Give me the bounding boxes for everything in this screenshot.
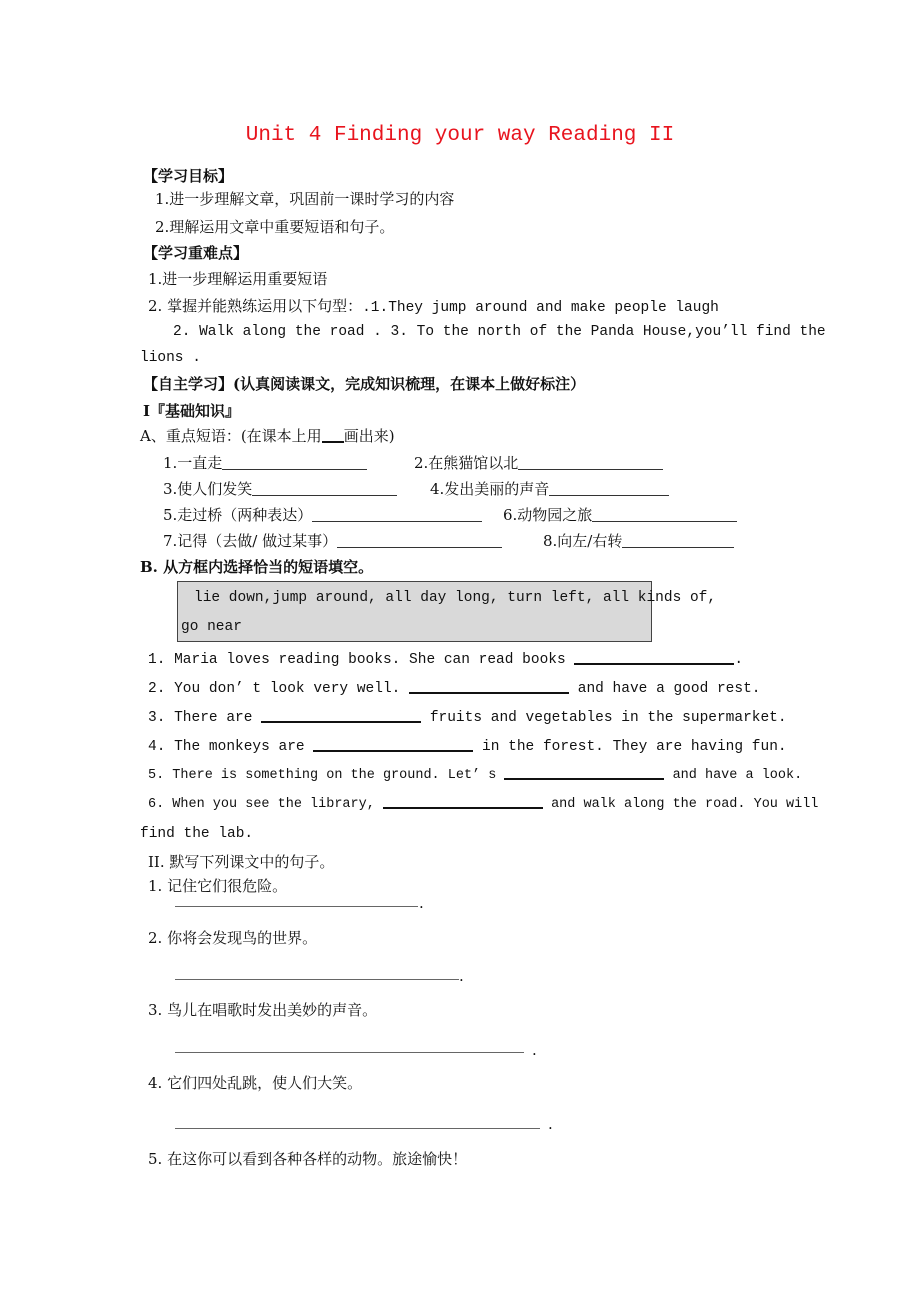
answer-blank[interactable] (409, 692, 569, 694)
key-points-heading: 【学习重难点】 (143, 244, 249, 262)
sentence-2: 2. 你将会发现鸟的世界。 (148, 929, 318, 947)
answer-blank[interactable] (313, 750, 473, 752)
answer-blank[interactable] (622, 547, 734, 548)
answer-blank[interactable] (261, 721, 421, 723)
phrase-4-text: 4.发出美丽的声音 (430, 480, 550, 498)
self-study-note: (认真阅读课文，完成知识梳理，在课本上做好标注） (233, 375, 586, 393)
self-study-heading: 【自主学习】 (143, 375, 234, 393)
question-5-end: and have a look. (672, 768, 803, 783)
section-b-heading: B. 从方框内选择恰当的短语填空。 (140, 558, 374, 576)
phrase-6 (503, 505, 737, 525)
key-point-2 (148, 296, 719, 318)
question-6 (148, 795, 818, 815)
section-a-heading (140, 426, 395, 446)
phrase-1-text: 1.一直走 (163, 454, 223, 472)
phrase-2 (414, 453, 663, 473)
question-5-text: 5. There is something on the ground. Let’ s (148, 768, 497, 783)
key-point-2-label: 2. 掌握并能熟练运用以下句型： (148, 297, 363, 315)
section-a-prefix: A、重点短语：(在课本上用 (140, 427, 322, 445)
answer-line[interactable] (175, 1128, 540, 1129)
goals-heading: 【学习目标】 (143, 167, 234, 185)
question-6-end: and walk along the road. You will (551, 797, 819, 812)
answer-blank[interactable] (504, 778, 664, 780)
key-point-1: 1.进一步理解运用重要短语 (148, 270, 328, 288)
section-a-suffix: 画出来) (343, 427, 395, 445)
answer-blank[interactable] (574, 663, 734, 665)
answer-line[interactable] (175, 906, 418, 907)
key-point-2-sentence: .1.They jump around and make people laugh (362, 300, 719, 316)
phrase-5-text: 5.走过桥（两种表达） (163, 506, 313, 524)
phrase-7 (163, 531, 502, 551)
sentence-3-dot: . (532, 1041, 537, 1059)
phrase-6-text: 6.动物园之旅 (503, 506, 593, 524)
key-point-2-end: lions . (140, 350, 201, 366)
word-box-line-2: go near (181, 619, 242, 635)
question-1-end: . (734, 652, 744, 668)
phrase-3-text: 3.使人们发笑 (163, 480, 253, 498)
answer-blank[interactable] (383, 807, 543, 809)
answer-blank[interactable] (549, 495, 669, 496)
sentence-2-dot: . (459, 967, 464, 985)
phrase-1 (163, 453, 367, 473)
phrase-5 (163, 505, 482, 525)
question-2-text: 2. You don’ t look very well. (148, 681, 401, 697)
phrase-8-text: 8.向左/右转 (543, 532, 623, 550)
sentence-3: 3. 鸟儿在唱歌时发出美妙的声音。 (148, 1001, 378, 1019)
phrase-3 (163, 479, 397, 499)
question-2-end: and have a good rest. (577, 681, 761, 697)
answer-blank[interactable] (312, 521, 482, 522)
sentence-4: 4. 它们四处乱跳，使人们大笑。 (148, 1074, 363, 1092)
word-box (177, 581, 717, 642)
sentence-4-dot: . (548, 1115, 553, 1133)
answer-line[interactable] (175, 1052, 524, 1053)
answer-blank[interactable] (592, 521, 737, 522)
question-3-text: 3. There are (148, 710, 253, 726)
answer-blank[interactable] (518, 469, 663, 470)
answer-blank[interactable] (222, 469, 367, 470)
answer-blank[interactable] (252, 495, 397, 496)
phrase-4 (430, 479, 669, 499)
question-5 (148, 766, 802, 786)
sentence-1: 1. 记住它们很危险。 (148, 877, 288, 895)
phrase-7-text: 7.记得（去做/ 做过某事） (163, 532, 338, 550)
question-4 (148, 737, 787, 757)
sentence-1-dot: . (419, 894, 424, 912)
goal-item-1: 1.进一步理解文章，巩固前一课时学习的内容 (155, 190, 455, 208)
section-ii-heading: II. 默写下列课文中的句子。 (148, 853, 335, 871)
question-3-end: fruits and vegetables in the supermarket. (429, 710, 787, 726)
answer-line[interactable] (175, 979, 459, 980)
phrase-8 (543, 531, 734, 551)
question-1-text: 1. Maria loves reading books. She can read books (148, 652, 566, 668)
page-title: Unit 4 Finding your way Reading II (245, 124, 675, 147)
key-point-2-continued: 2. Walk along the road . 3. To the north of the Panda House,you’ll find the (173, 324, 826, 340)
word-box-line-1: lie down,jump around, all day long, turn left, all kinds of, (194, 590, 717, 606)
question-1 (148, 650, 743, 670)
answer-blank[interactable] (337, 547, 502, 548)
question-2 (148, 679, 760, 699)
underline-mark (322, 441, 344, 443)
basics-heading: Ⅰ『基础知识』 (143, 402, 241, 420)
question-4-end: in the forest. They are having fun. (482, 739, 787, 755)
question-3 (148, 708, 787, 728)
phrase-2-text: 2.在熊猫馆以北 (414, 454, 519, 472)
question-4-text: 4. The monkeys are (148, 739, 305, 755)
sentence-5: 5. 在这你可以看到各种各样的动物。旅途愉快！ (148, 1150, 468, 1168)
question-6-text: 6. When you see the library, (148, 797, 375, 812)
goal-item-2: 2.理解运用文章中重要短语和句子。 (155, 218, 395, 236)
self-study-line (143, 374, 585, 394)
question-6-continued: find the lab. (140, 826, 254, 842)
